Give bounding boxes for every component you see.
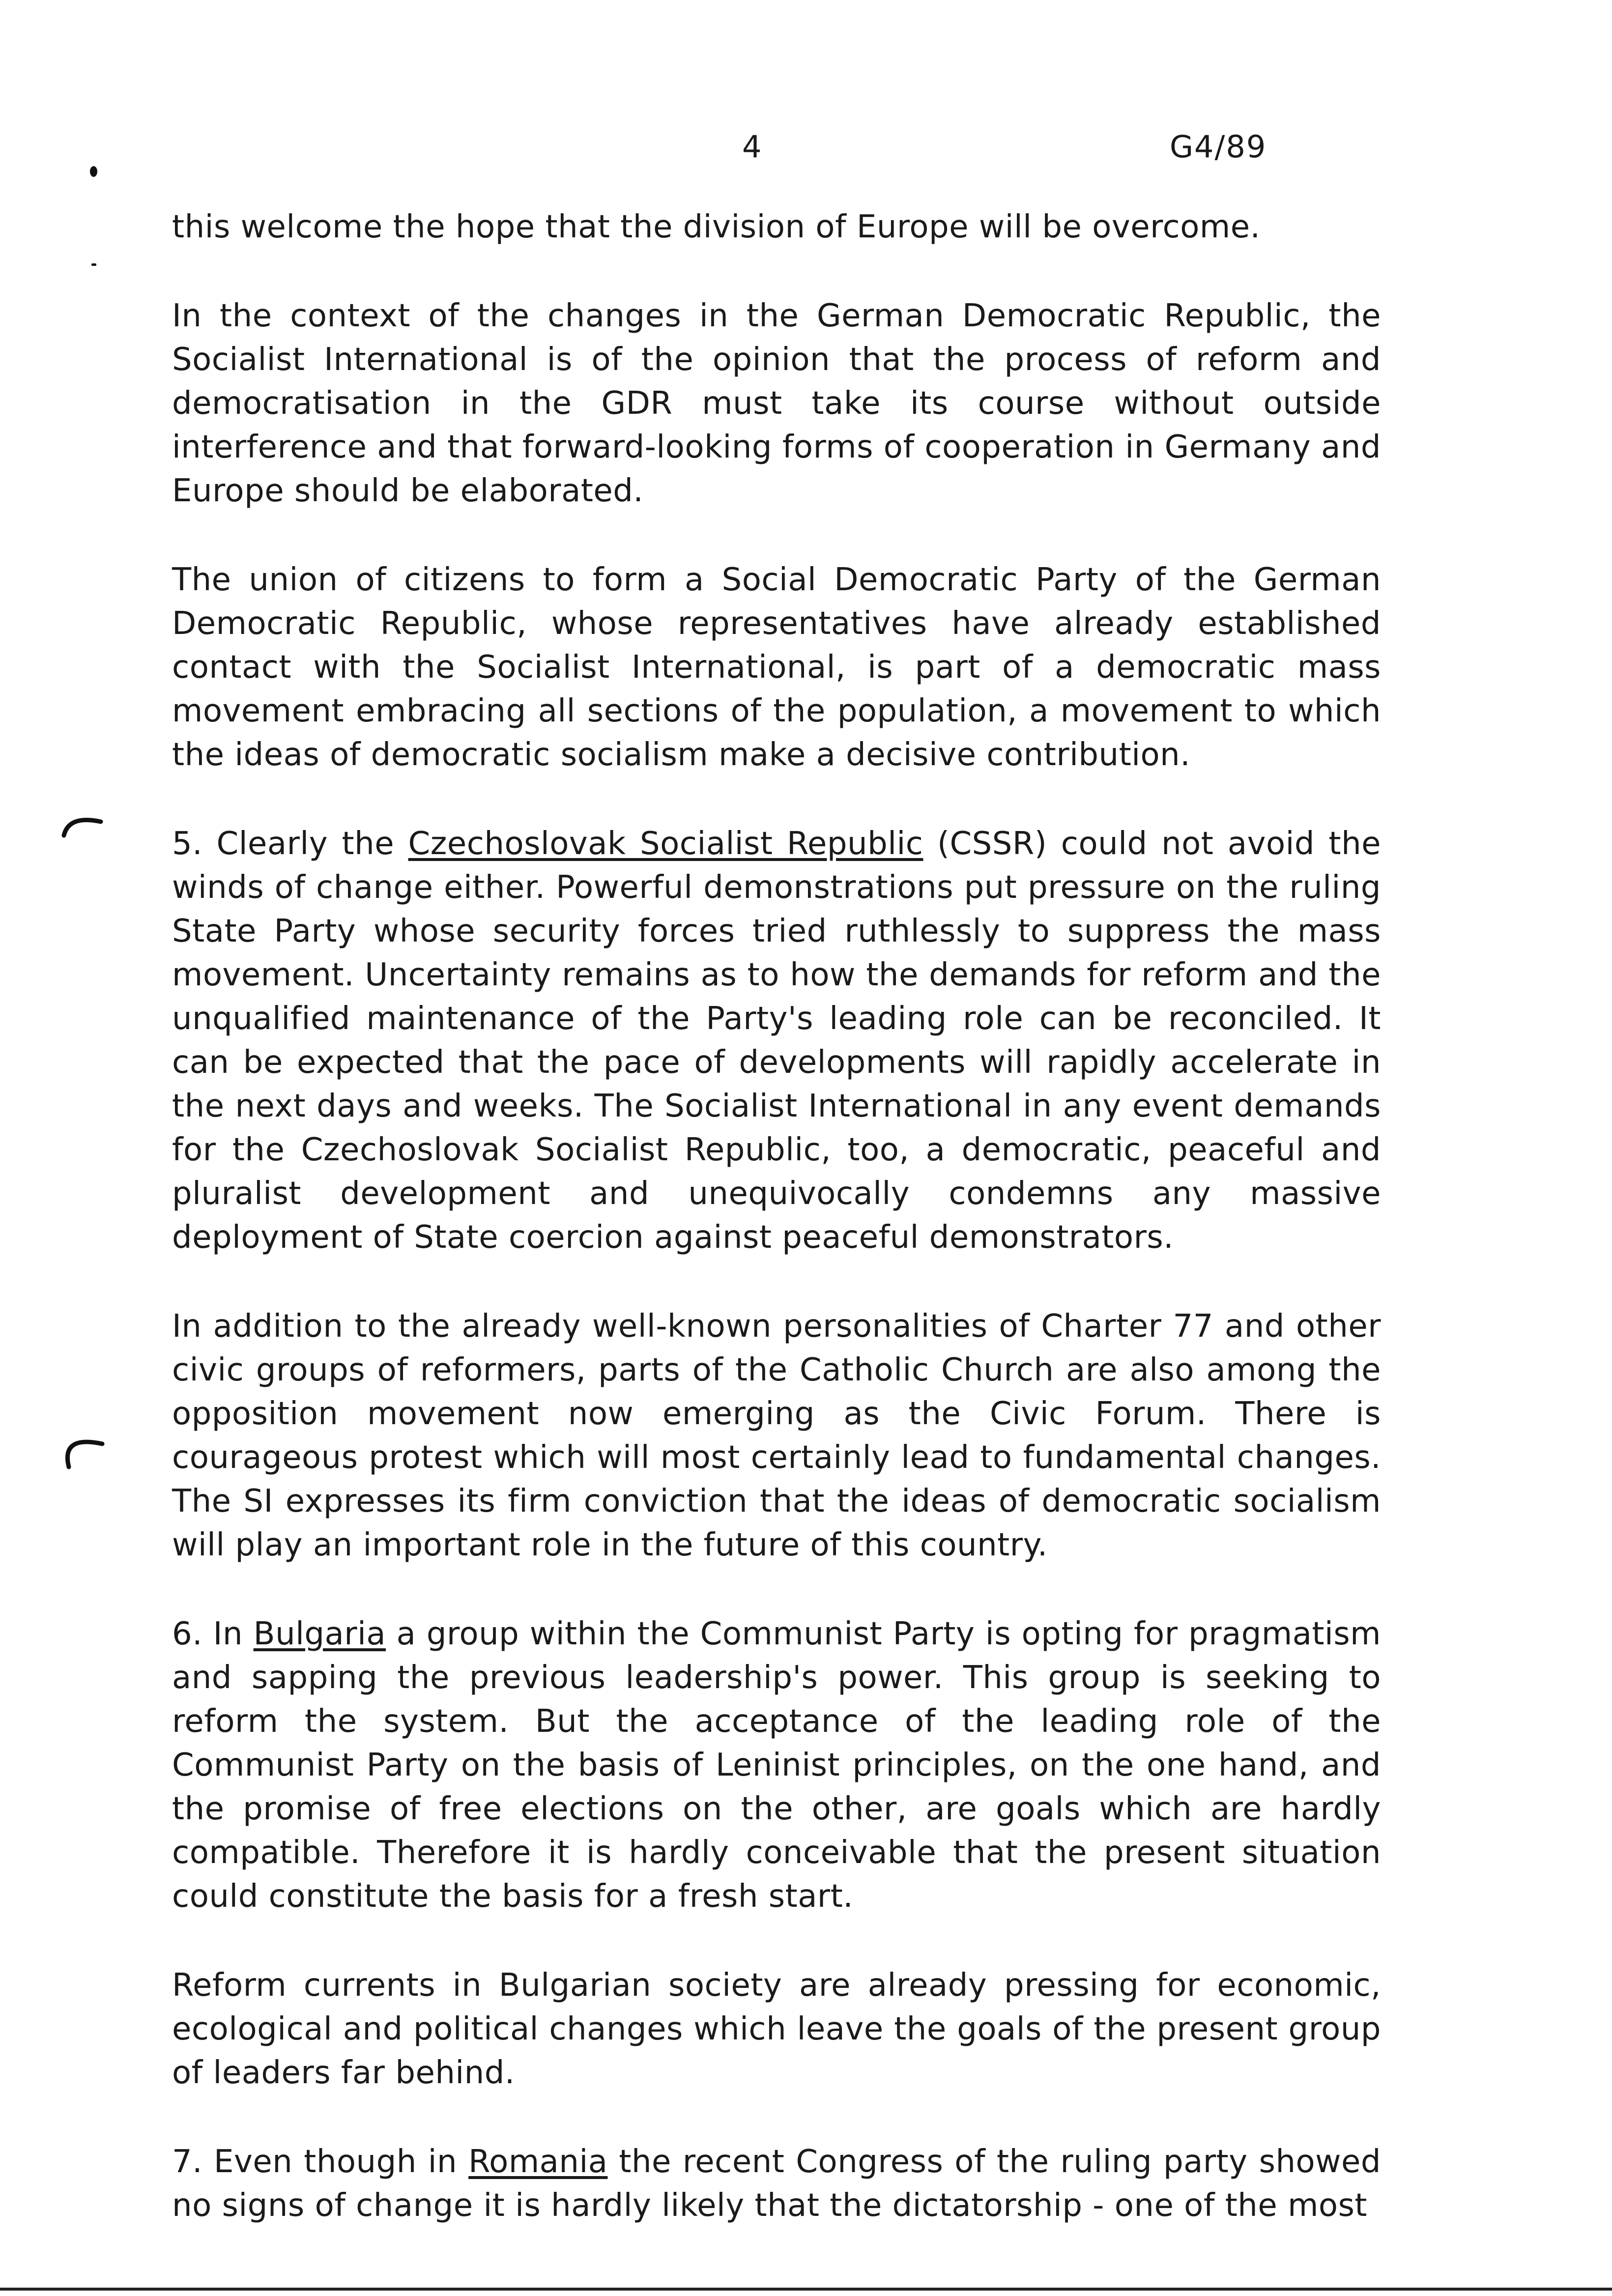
paragraph-bulgarian-reform: Reform currents in Bulgarian society are already pressing for economic, ecological and political changes which leave the goals of the present group of leaders far behind.: [172, 1967, 1381, 2091]
paragraph-gdr-union: The union of citizens to form a Social Democratic Party of the German Democratic Republic, whose representatives have already established contact with the Socialist International, is part of a democratic mass movement embracing all sections of the population, a movement to which the ideas of democratic socialism make a decisive contribution.: [172, 562, 1381, 773]
paragraph-continuation: this welcome the hope that the division of Europe will be overcome.: [172, 209, 1261, 245]
underlined-country-bulgaria: Bulgaria: [253, 1616, 386, 1652]
page-number: 4: [742, 129, 762, 165]
paragraph-5-cssr: [172, 822, 1381, 1260]
paragraph-7-body: the recent Congress of the ruling party showed no signs of change it is hardly likely that the dictatorship - one of the most: [172, 2144, 1382, 2224]
margin-dash-mark: [91, 263, 96, 266]
paragraph-6-body: a group within the Communist Party is opting for pragmatism and sapping the previous leadership's power. This group is seeking to reform the system. But the acceptance of the leading role of the Communist Party on the basis of Leninist principles, on the one hand, and the promise of free elections on the other, are goals which are hardly compatible. Therefore it is hardly conceivable that the present situation could constitute the basis for a fresh start.: [172, 1616, 1382, 1915]
margin-dot-mark: [90, 166, 97, 177]
underlined-country-czechoslovakia: Czechoslovak Socialist Republic: [408, 826, 923, 862]
paragraph-5-lead: 5. Clearly the: [172, 826, 408, 862]
paragraph-gdr-context: In the context of the changes in the German Democratic Republic, the Socialist International is of the opinion that the process of reform and democratisation in the GDR must take its course without outside interference and that forward-looking forms of cooperation in Germany and Europe should be elaborated.: [172, 298, 1381, 509]
page-bottom-rule: [0, 2288, 1612, 2291]
paragraph-5-body: (CSSR) could not avoid the winds of change either. Powerful demonstrations put pressure on the ruling State Party whose security forces tried ruthlessly to suppress the mass movement. Uncertainty remains as to how the demands for reform and the unqualified maintenance of the Party's leading role can be reconciled. It can be expected that the pace of developments will rapidly accelerate in the next days and weeks. The Socialist International in any event demands for the Czechoslovak Socialist Republic, too, a democratic, peaceful and pluralist development and unequivocally condemns any massive deployment of State coercion against peaceful demonstrators.: [172, 826, 1382, 1256]
paragraph-6-bulgaria: [172, 1612, 1381, 1919]
underlined-country-romania: Romania: [468, 2144, 608, 2180]
margin-bracket-mark: [59, 811, 108, 840]
margin-bracket-mark: [58, 1425, 107, 1469]
paragraph-6-lead: 6. In: [172, 1616, 254, 1652]
paragraph-charter77: In addition to the already well-known personalities of Charter 77 and other civic groups of reformers, parts of the Catholic Church are also among the opposition movement now emerging as the Civic Forum. There is courageous protest which will most certainly lead to fundamental changes. The SI expresses its firm conviction that the ideas of democratic socialism will play an important role in the future of this country.: [172, 1308, 1381, 1563]
body-text: [172, 205, 1381, 2273]
paragraph-7-lead: 7. Even though in: [172, 2144, 469, 2180]
document-reference: G4/89: [1170, 129, 1267, 165]
paragraph-7-romania: [172, 2140, 1381, 2228]
